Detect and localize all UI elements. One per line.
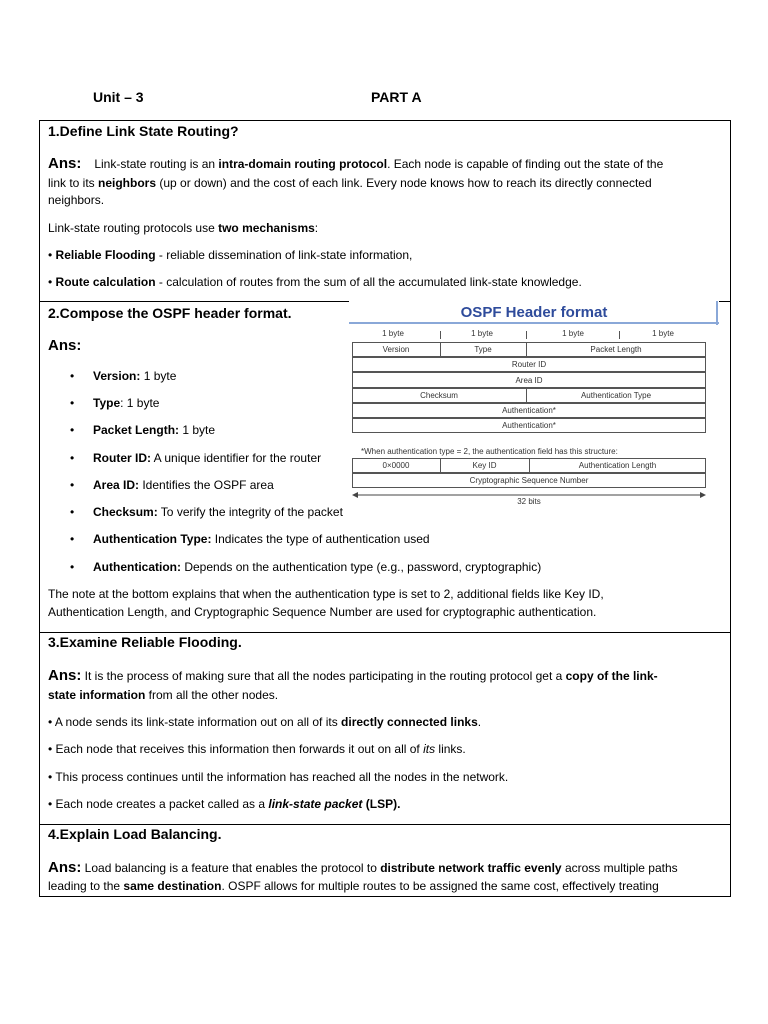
- q1-paragraph-mechanisms: Link-state routing protocols use two mechanisms:: [48, 221, 319, 235]
- question-2-title: 2.Compose the OSPF header format.: [48, 305, 292, 321]
- field-crypto-sequence: Cryptographic Sequence Number: [469, 476, 589, 485]
- ospf-field-item: Router ID: A unique identifier for the router: [93, 451, 322, 465]
- field-checksum: Checksum: [420, 391, 458, 400]
- answer-label: Ans:: [48, 859, 82, 876]
- field-authentication-1: Authentication*: [502, 406, 556, 415]
- bullet-dot: •: [70, 423, 75, 437]
- question-1-cell: [40, 121, 730, 301]
- bullet-dot: •: [70, 560, 75, 574]
- ospf-header-figure: [349, 301, 719, 511]
- field-packet-length: Packet Length: [590, 345, 642, 354]
- field-router-id: Router ID: [511, 360, 547, 369]
- bullet-dot: •: [70, 505, 75, 519]
- field-key-id: Key ID: [472, 461, 497, 470]
- field-authentication-2: Authentication*: [502, 421, 556, 430]
- bullet-dot: •: [70, 532, 75, 546]
- part-label: PART A: [371, 89, 422, 105]
- q1-bullet-reliable-flooding: • Reliable Flooding - reliable dissemination of link-state information,: [48, 248, 413, 262]
- q4-paragraph-line-2: leading to the same destination. OSPF allows for multiple routes to be assigned the same cost, effectively treating: [48, 879, 659, 893]
- q3-bullet-4: • Each node creates a packet called as a link-state packet (LSP).: [48, 797, 401, 811]
- ospf-field-item: Type: 1 byte: [93, 396, 160, 410]
- unit-label: Unit – 3: [93, 89, 144, 105]
- ospf-field-item: Authentication: Depends on the authentication type (e.g., password, cryptographic): [93, 560, 542, 574]
- ospf-field-item: Packet Length: 1 byte: [93, 423, 216, 437]
- byte-tick: [440, 331, 441, 339]
- q3-bullet-3: • This process continues until the information has reached all the nodes in the network.: [48, 770, 509, 784]
- q3-paragraph-line-2: state information from all the other nodes.: [48, 688, 279, 702]
- answer-label: Ans:: [48, 337, 82, 354]
- answer-label: Ans:: [48, 667, 82, 684]
- figure-title: OSPF Header format: [460, 304, 608, 321]
- figure-footnote: *When authentication type = 2, the authentication field has this structure:: [361, 447, 618, 456]
- field-type: Type: [474, 345, 492, 354]
- byte-tick: [526, 331, 527, 339]
- field-version: Version: [382, 345, 410, 354]
- question-1-title: 1.Define Link State Routing?: [48, 123, 239, 139]
- q3-bullet-2: • Each node that receives this information then forwards it out on all of its links.: [48, 742, 466, 756]
- figure-side-rule: [716, 301, 718, 325]
- page-header: [0, 89, 768, 109]
- field-area-id: Area ID: [515, 376, 543, 385]
- ospf-field-item: Version: 1 byte: [93, 369, 177, 383]
- ospf-field-item: Checksum: To verify the integrity of the packet: [93, 505, 343, 519]
- byte-label: 1 byte: [382, 329, 404, 338]
- byte-label: 1 byte: [471, 329, 493, 338]
- field-authentication-length: Authentication Length: [578, 461, 657, 470]
- ospf-field-item: Area ID: Identifies the OSPF area: [93, 478, 274, 492]
- q4-paragraph-line-1: Ans: Load balancing is a feature that enables the protocol to distribute network traffic evenly across multiple paths: [48, 859, 678, 876]
- bullet-dot: •: [70, 478, 75, 492]
- ospf-field-item: Authentication Type: Indicates the type of authentication used: [93, 532, 430, 546]
- q3-paragraph-line-1: Ans: It is the process of making sure that all the nodes participating in the routing protocol get a copy of the link-: [48, 667, 658, 684]
- byte-label: 1 byte: [562, 329, 584, 338]
- answer-label: Ans:: [48, 155, 82, 172]
- byte-tick: [619, 331, 620, 339]
- q1-paragraph-line-2: link to its neighbors (up or down) and the cost of each link. Every node knows how to reach its directly connected: [48, 176, 652, 190]
- q3-bullet-1: • A node sends its link-state information out on all of its directly connected links.: [48, 715, 482, 729]
- field-authentication-type: Authentication Type: [580, 391, 652, 400]
- bullet-dot: •: [70, 451, 75, 465]
- q2-note-line-2: Authentication Length, and Cryptographic Sequence Number are used for cryptographic authentication.: [48, 605, 597, 619]
- width-label: 32 bits: [517, 497, 541, 506]
- figure-title-rule: [349, 322, 719, 324]
- byte-label: 1 byte: [652, 329, 674, 338]
- q1-paragraph-line-1: Ans: Link-state routing is an intra-domain routing protocol. Each node is capable of finding out the state of the: [48, 155, 664, 172]
- question-3-cell: [40, 632, 730, 824]
- question-4-title: 4.Explain Load Balancing.: [48, 826, 222, 842]
- field-zero: 0×0000: [382, 461, 410, 470]
- question-4-cell: [40, 824, 730, 896]
- q1-bullet-route-calculation: • Route calculation - calculation of routes from the sum of all the accumulated link-state knowledge.: [48, 275, 582, 289]
- q1-paragraph-line-3: neighbors.: [48, 193, 105, 207]
- question-3-title: 3.Examine Reliable Flooding.: [48, 634, 242, 650]
- bullet-dot: •: [70, 369, 75, 383]
- q2-note-line-1: The note at the bottom explains that when the authentication type is set to 2, additional fields like Key ID,: [48, 587, 604, 601]
- bullet-dot: •: [70, 396, 75, 410]
